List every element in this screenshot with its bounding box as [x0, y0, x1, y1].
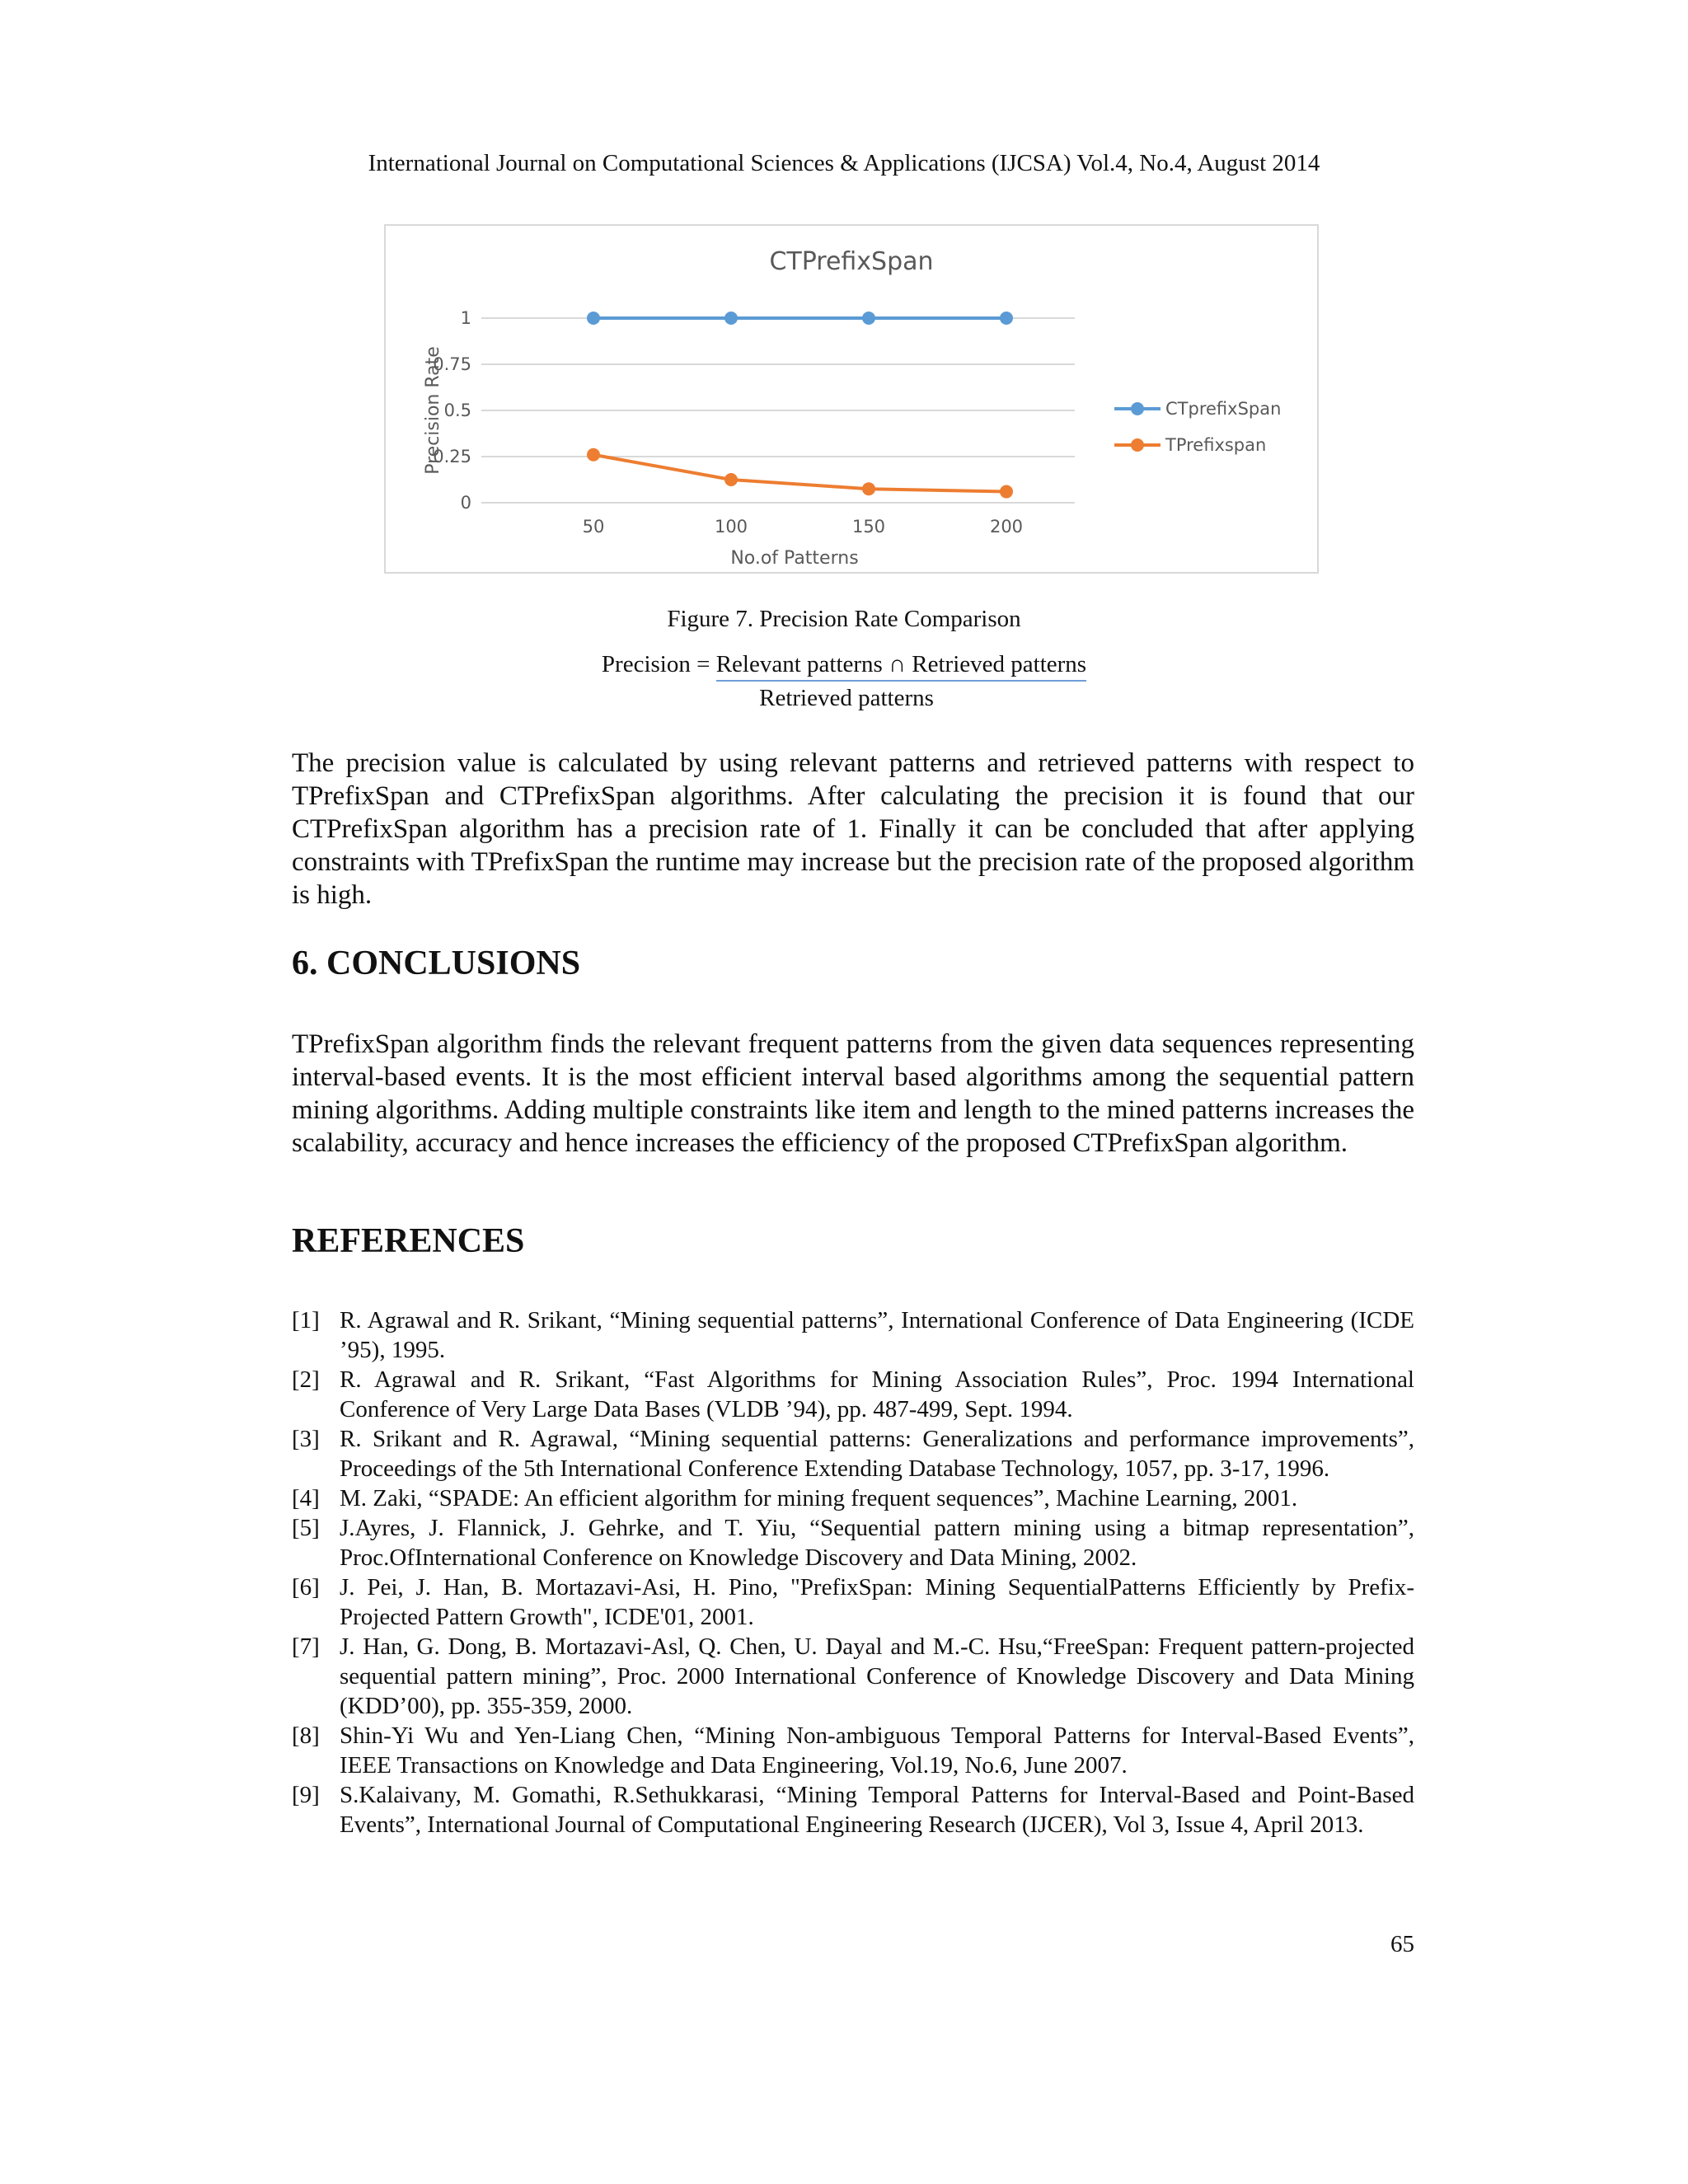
formula-lhs: Precision = [601, 651, 710, 677]
reference-text: R. Srikant and R. Agrawal, “Mining sequential patterns: Generalizations and performance improvements”, Proceedings of the 5th International Conference Extending Database Technology, 1057, pp. 3-17, 1996. [340, 1426, 1414, 1482]
x-tick-label: 200 [989, 517, 1024, 537]
reference-text: R. Agrawal and R. Srikant, “Mining sequential patterns”, International Conference of Data Engineering (ICDE ’95), 1995. [340, 1307, 1414, 1363]
reference-number: [4] [292, 1485, 320, 1511]
reference-item [292, 1365, 1414, 1424]
reference-item [292, 1483, 1414, 1513]
precision-formula [0, 651, 1688, 712]
section-heading-conclusions: 6. CONCLUSIONS [292, 944, 581, 982]
series-line-tprefixspan [593, 455, 1006, 492]
chart-svg [386, 226, 1317, 572]
reference-text: J. Pei, J. Han, B. Mortazavi-Asi, H. Pino, "PrefixSpan: Mining SequentialPatterns Efficiently by Prefix- Projected Pattern Growth", ICDE'01, 2001. [340, 1574, 1414, 1630]
paragraph-precision: The precision value is calculated by using relevant patterns and retrieved patterns with respect to TPrefixSpan and CTPrefixSpan algorithms. After calculating the precision it is found that our CTPrefixSpan algorithm has a precision rate of 1. Finally it can be concluded that after applying constraints with TPrefixSpan the runtime may increase but the precision rate of the proposed algorithm is high. [292, 748, 1414, 910]
data-point [587, 312, 600, 325]
page-number: 65 [1390, 1931, 1414, 1957]
reference-item [292, 1780, 1414, 1840]
x-axis-label: No.of Patterns [730, 548, 859, 569]
x-tick-label: 100 [714, 517, 748, 537]
data-point [724, 473, 738, 486]
reference-number: [3] [292, 1426, 320, 1452]
reference-text: S.Kalaivany, M. Gomathi, R.Sethukkarasi, “Mining Temporal Patterns for Interval-Based and Point-Based Events”, International Journal of Computational Engineering Research (IJCER), Vol 3, Issue 4, April 2013. [340, 1782, 1414, 1838]
reference-text: J. Han, G. Dong, B. Mortazavi-Asl, Q. Chen, U. Dayal and M.-C. Hsu,“FreeSpan: Frequent pattern-projected sequential pattern mining”, Proc. 2000 International Conference of Knowledge Discovery and Data Mining (KDD’00), pp. 355-359, 2000. [340, 1633, 1414, 1719]
x-tick-label: 50 [582, 517, 605, 537]
x-tick-label: 150 [851, 517, 886, 537]
y-tick-label: 0 [460, 493, 471, 513]
y-tick-label: 0.25 [433, 447, 471, 466]
reference-item [292, 1721, 1414, 1780]
legend-marker [1131, 402, 1144, 415]
paragraph-conclusions: TPrefixSpan algorithm finds the relevant frequent patterns from the given data sequences representing interval-based events. It is the most efficient interval based algorithms among the sequential pattern mining algorithms. Adding multiple constraints like item and length to the mined patterns increases the scalability, accuracy and hence increases the efficiency of the proposed CTPrefixSpan algorithm. [292, 1029, 1414, 1158]
reference-text: R. Agrawal and R. Srikant, “Fast Algorithms for Mining Association Rules”, Proc. 1994 International Conference of Very Large Data Bases (VLDB ’94), pp. 487-499, Sept. 1994. [340, 1366, 1414, 1422]
legend-marker [1131, 438, 1144, 452]
legend-label: TPrefixspan [1165, 435, 1267, 455]
reference-number: [5] [292, 1515, 320, 1541]
reference-number: [8] [292, 1722, 320, 1749]
formula-denominator: Retrieved patterns [759, 685, 934, 711]
legend-label: CTprefixSpan [1165, 399, 1282, 419]
reference-number: [9] [292, 1782, 320, 1808]
reference-text: Shin-Yi Wu and Yen-Liang Chen, “Mining Non-ambiguous Temporal Patterns for Interval-Based Events”, IEEE Transactions on Knowledge and Data Engineering, Vol.19, No.6, June 2007. [340, 1722, 1414, 1779]
reference-number: [7] [292, 1633, 320, 1660]
data-point [862, 312, 875, 325]
data-point [724, 312, 738, 325]
y-tick-label: 0.75 [433, 354, 471, 374]
reference-item [292, 1424, 1414, 1483]
y-axis-label: Precision Rate [423, 346, 443, 475]
reference-number: [6] [292, 1574, 320, 1601]
y-tick-label: 1 [460, 308, 471, 328]
y-tick-label: 0.5 [443, 401, 471, 420]
figure-caption: Figure 7. Precision Rate Comparison [667, 606, 1021, 632]
data-point [1000, 485, 1013, 499]
journal-header: International Journal on Computational Sciences & Applications (IJCSA) Vol.4, No.4, August 2014 [368, 150, 1320, 176]
data-point [587, 448, 600, 462]
references-list [292, 1305, 1414, 1840]
reference-item [292, 1632, 1414, 1721]
reference-item [292, 1513, 1414, 1572]
reference-item [292, 1572, 1414, 1632]
section-heading-references: REFERENCES [292, 1222, 525, 1260]
reference-text: J.Ayres, J. Flannick, J. Gehrke, and T. Yiu, “Sequential pattern mining using a bitmap representation”, Proc.OfInternational Conference on Knowledge Discovery and Data Mining, 2002. [340, 1515, 1414, 1571]
reference-item [292, 1305, 1414, 1365]
data-point [862, 482, 875, 495]
data-point [1000, 312, 1013, 325]
precision-chart [384, 224, 1319, 574]
reference-number: [2] [292, 1366, 320, 1393]
reference-text: M. Zaki, “SPADE: An efficient algorithm for mining frequent sequences”, Machine Learning, 2001. [340, 1485, 1298, 1511]
chart-title: CTPrefixSpan [769, 247, 934, 276]
formula-numerator: Relevant patterns ∩ Retrieved patterns [716, 651, 1086, 682]
reference-number: [1] [292, 1307, 320, 1333]
